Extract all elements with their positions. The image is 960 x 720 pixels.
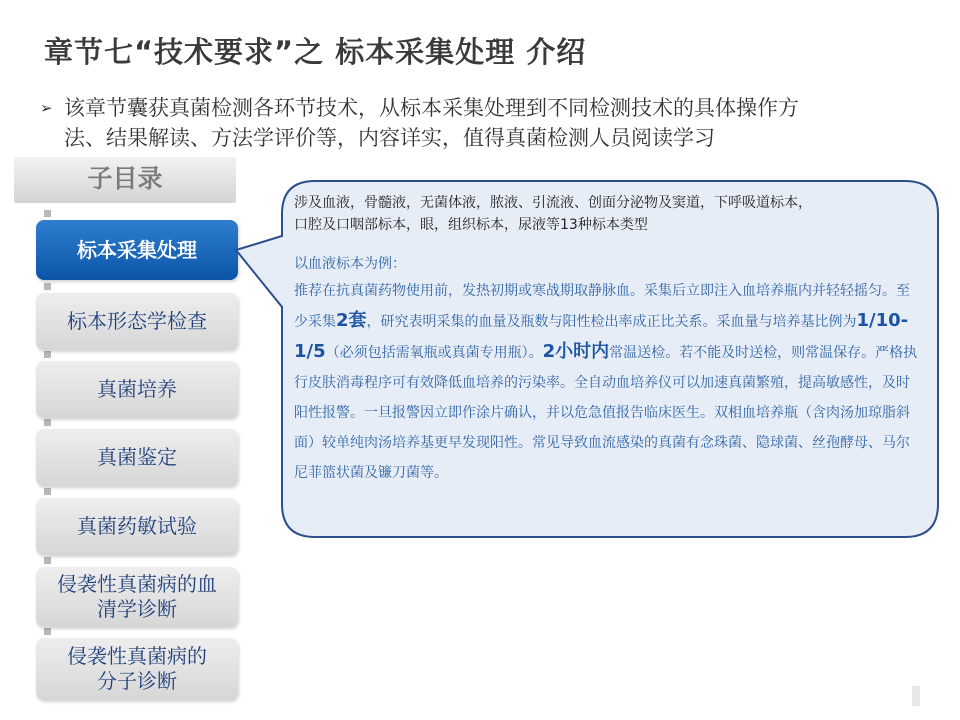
blood-text-4: 常温送检。若不能及时送检，则常温保存。严格执行皮肤消毒程序可有效降低血培养的污染率。全自动血培养仪可以加速真菌繁殖，提高敏感性，及时阳性报警。一旦报警因立即作涂片确认，并以危急值报告临床医生。双相血培养瓶（含肉汤加琼脂斜面）较单纯肉汤培养基更早发现阳性。常见导致血流感染的真菌有念珠菌、隐球菌、丝孢酵母、马尔尼菲篮状菌及镰刀菌等。	[294, 345, 918, 481]
callout-content	[294, 192, 918, 488]
menu-item-label: 真菌培养	[97, 377, 177, 401]
blood-example-paragraph	[294, 276, 918, 488]
specimen-types-line-1: 涉及血液，骨髓液，无菌体液，脓液、引流液、创面分泌物及窦道，下呼吸道标本，	[294, 195, 812, 211]
blood-example-heading: 以血液标本为例：	[294, 256, 406, 272]
arrow-bullet-icon: ➢	[40, 99, 53, 117]
menu-item-label: 真菌鉴定	[97, 445, 177, 469]
blood-text-3: （必须包括需氧瓶或真菌专用瓶）。	[325, 345, 543, 361]
blood-text-1: 推荐在抗真菌药物使用前，发热初期或寒战期取静脉血。采集后立即注入血培养瓶内并轻轻摇匀。至少采集	[294, 283, 910, 330]
blood-highlight-ratio: 1/10-1/5	[294, 310, 909, 362]
page-title: 章节七“技术要求”之 标本采集处理 介绍	[44, 35, 587, 69]
menu-item-label: 侵袭性真菌病的血	[57, 572, 217, 596]
menu-item-label: 真菌药敏试验	[77, 514, 197, 538]
blood-text-2: ，研究表明采集的血量及瓶数与阳性检出率成正比关系。采血量与培养基比例为	[366, 314, 857, 330]
blood-highlight-sets: 2套	[336, 310, 367, 331]
specimen-types-line-2: 口腔及口咽部标本，眼，组织标本，尿液等13种标本类型	[294, 217, 648, 233]
menu-item-label: 标本采集处理	[77, 237, 197, 262]
blood-highlight-time: 2小时内	[542, 341, 610, 362]
menu-item-label: 清学诊断	[97, 597, 177, 621]
page-corner-mark	[912, 686, 920, 706]
menu-item-label: 分子诊断	[97, 669, 177, 693]
intro-line-2: 法、结果解读、方法学评价等，内容详实，值得真菌检测人员阅读学习	[64, 126, 715, 150]
intro-line-1: 该章节囊获真菌检测各环节技术，从标本采集处理到不同检测技术的具体操作方	[64, 96, 799, 120]
menu-item-label: 侵袭性真菌病的	[67, 644, 207, 668]
subtoc-header: 子目录	[14, 157, 236, 203]
menu-item-label: 标本形态学检查	[67, 309, 207, 333]
